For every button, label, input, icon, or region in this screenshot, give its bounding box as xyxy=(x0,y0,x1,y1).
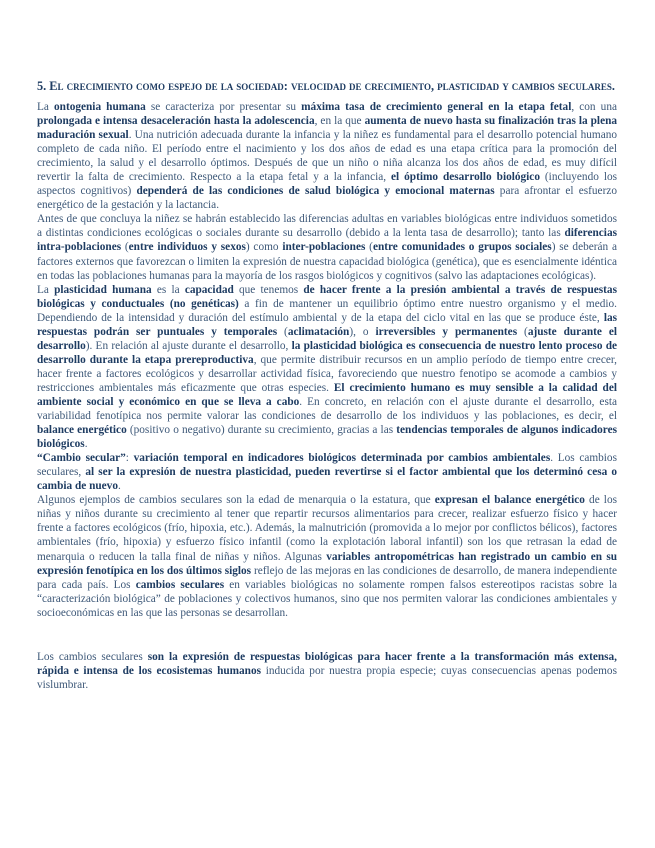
emphasis-text: son la expresión de respuestas biológicas para hacer frente a la transformación más extensa, rápida e intensa de los ecosistemas humanos xyxy=(37,650,618,677)
emphasis-text: dependerá de las condiciones de salud biológica y emocional maternas xyxy=(136,185,495,198)
emphasis-text: máxima tasa de crecimiento general en la etapa fetal xyxy=(301,101,572,113)
emphasis-text: expresan el balance energético xyxy=(434,494,585,507)
emphasis-text: cambios seculares xyxy=(135,578,225,591)
emphasis-text: aumenta de nuevo hasta su finalización tras la plena maduración sexual xyxy=(37,115,618,142)
emphasis-text: entre individuos y sexos xyxy=(128,241,246,254)
emphasis-text: ontogenia humana xyxy=(54,101,146,113)
paragraph-ejemplos: Algunos ejemplos de cambios seculares son la edad de menarquia o la estatura, que expresan el balance energético de los niñas y niños durante su crecimiento al tener que repartir recursos alimentarios para crecer, realizar esfuerzo físico y hacer frente a factores ecológicos (frío, hipoxia, etc.). Además, la malnutrición (promovida a lo mejor por conflictos bélicos), factores ambientales (frío, hipoxia) y esfuerzo físico infantil (como la explotación laboral infantil) son los que retrasan la edad de menarquia o reducen la talla final de niñas y niños. Algunas variables antropométricas han registrado un cambio en su expresión fenotípica en los dos últimos siglos reflejo de las mejoras en las condiciones de desarrollo, de manera independiente para cada país. Los cambios seculares en variables biológicas no solamente rompen falsos estereotipos racistas sobre la “caracterización biológica” de poblaciones y colectivos humanos, sino que nos permiten valorar las condiciones ambientales y socioeconómicas en las que las personas se desarrollan. xyxy=(37,494,618,619)
emphasis-text: irreversibles y permanentes xyxy=(375,325,518,338)
emphasis-text: “Cambio secular” xyxy=(37,452,126,465)
section-heading: 5. El crecimiento como espejo de la sociedad: velocidad de crecimiento, plasticidad y cambios seculares. xyxy=(37,79,615,93)
emphasis-text: tendencias temporales de algunos indicadores biológicos xyxy=(37,424,618,451)
paragraph-diferencias: Antes de que concluya la niñez se habrán establecido las diferencias adultas en variables biológicas entre individuos sometidos a distintas condiciones ecológicas o sociales durante su desarrollo (debido a la lenta tasa de desarrollo); tanto las diferencias intra-poblaciones (entre individuos y sexos) como inter-poblaciones (entre comunidades o grupos sociales) se deberán a factores externos que favorezcan o limiten la expresión de nuestra capacidad biológica (genética), que es esencialmente idéntica en todas las poblaciones humanas para la mayoría de los rasgos biológicos y cognitivos (salvo las adaptaciones ecológicas). xyxy=(37,213,617,282)
emphasis-text: plasticidad humana xyxy=(54,283,152,296)
emphasis-text: ajuste durante el desarrollo xyxy=(37,325,617,352)
emphasis-text: capacidad xyxy=(184,283,234,296)
emphasis-text: balance energético xyxy=(37,424,127,437)
emphasis-text: la plasticidad biológica es consecuencia de nuestro lento proceso de desarrollo durante la etapa prereproductiva xyxy=(37,339,617,366)
emphasis-text: el óptimo desarrollo biológico xyxy=(391,171,540,184)
emphasis-text: al ser la expresión de nuestra plasticidad, pueden revertirse si el factor ambiental que los determinó cesa o cambia de nuevo xyxy=(37,466,617,493)
emphasis-text: las respuestas podrán ser puntuales y temporales xyxy=(37,311,617,338)
emphasis-text: El crecimiento humano es muy sensible a la calidad del ambiente social y económico en que se lleva a cabo xyxy=(37,381,617,408)
emphasis-text: entre comunidades o grupos sociales xyxy=(372,241,552,254)
paragraph-conclusion: Los cambios seculares son la expresión de respuestas biológicas para hacer frente a la transformación más extensa, rápida e intensa de los ecosistemas humanos inducida por nuestra propia especie; cuyas consecuencias apenas podemos vislumbrar. xyxy=(37,650,618,691)
paragraph-plasticidad: La plasticidad humana es la capacidad que tenemos de hacer frente a la presión ambiental a través de respuestas biológicas y conductuales (no genéticas) a fin de mantener un equilibrio óptimo entre nuestro organismo y el medio. Dependiendo de la intensidad y duración del estímulo ambiental y de la etapa del ciclo vital en las que se produce éste, las respuestas podrán ser puntuales y temporales (aclimatación), o irreversibles y permanentes (ajuste durante el desarrollo). En relación al ajuste durante el desarrollo, la plasticidad biológica es consecuencia de nuestro lento proceso de desarrollo durante la etapa prereproductiva, que permite distribuir recursos en un amplio período de tiempo entre crecer, hacer frente a factores ecológicos y desarrollar actividad física, favoreciendo que nuestro fenotipo se acomode a cambios y restricciones ambientales más eficazmente que otras especies. El crecimiento humano es muy sensible a la calidad del ambiente social y económico en que se lleva a cabo. En concreto, en relación con el ajuste durante el desarrollo, esta variabilidad fenotípica nos permite valorar las condiciones de desarrollo de los individuos y las poblaciones, es decir, el balance energético (positivo o negativo) durante su crecimiento, gracias a las tendencias temporales de algunos indicadores biológicos. xyxy=(37,283,618,451)
document-page xyxy=(37,78,617,692)
paragraph-cambio-secular: “Cambio secular”: variación temporal en indicadores biológicos determinada por cambios ambientales. Los cambios seculares, al ser la expresión de nuestra plasticidad, pueden revertirse si el factor ambiental que los determinó cesa o cambia de nuevo. xyxy=(37,452,617,493)
emphasis-text: inter-poblaciones xyxy=(282,241,366,254)
emphasis-text: variables antropométricas han registrado un cambio en su expresión fenotípica en los dos últimos siglos xyxy=(37,550,617,577)
emphasis-text: variación temporal en indicadores biológicos determinada por cambios ambientales xyxy=(133,452,551,465)
paragraph-spacer xyxy=(37,620,617,650)
emphasis-text: aclimatación xyxy=(287,325,350,338)
emphasis-text: de hacer frente a la presión ambiental a través de respuestas biológicas y conductuales (no genéticas) xyxy=(37,283,617,310)
paragraph-ontogenia: La ontogenia humana se caracteriza por presentar su máxima tasa de crecimiento general en la etapa fetal, con una prolongada e intensa desaceleración hasta la adolescencia, en la que aumenta de nuevo hasta su finalización tras la plena maduración sexual. Una nutrición adecuada durante la infancia y la niñez es fundamental para el desarrollo potencial humano completo de cada niño. El período entre el nacimiento y los dos años de edad es una etapa crítica para la promoción del crecimiento, la salud y el desarrollo óptimos. Después de que un niño o niña alcanza los dos años de edad, es muy difícil revertir la falta de crecimiento. Respecto a la etapa fetal y a la infancia, el óptimo desarrollo biológico (incluyendo los aspectos cognitivos) dependerá de las condiciones de salud biológica y emocional maternas para afrontar el esfuerzo energético de la gestación y la lactancia. xyxy=(37,101,618,212)
emphasis-text: diferencias intra-poblaciones xyxy=(37,227,617,254)
emphasis-text: prolongada e intensa desaceleración hasta la adolescencia xyxy=(37,115,315,128)
